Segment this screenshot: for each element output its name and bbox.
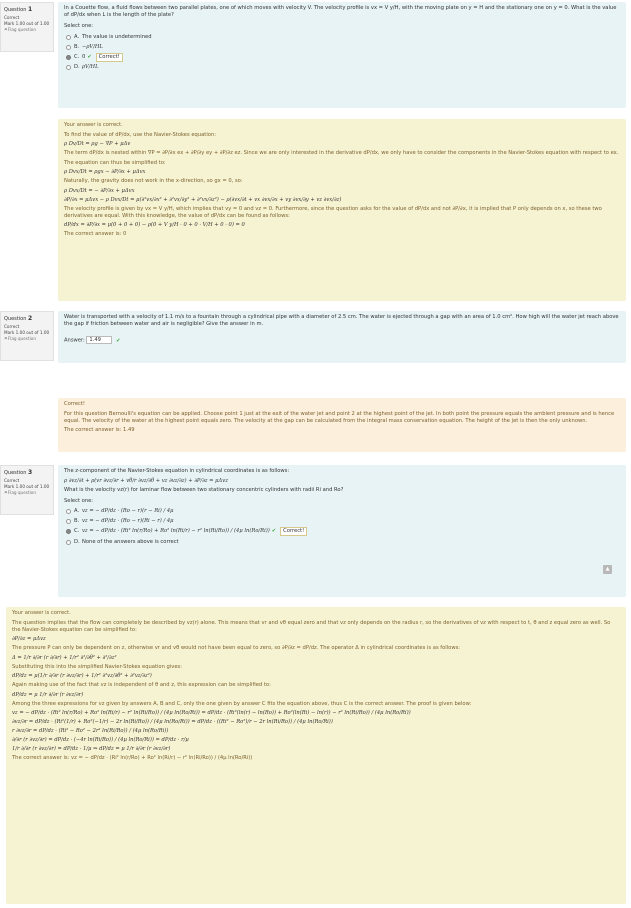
scroll-to-top-button[interactable]: [603, 565, 612, 574]
radio-b[interactable]: [66, 45, 71, 50]
question-number: 3: [27, 469, 33, 476]
radio-c[interactable]: [66, 529, 71, 534]
radio-d[interactable]: [66, 65, 71, 70]
navier-stokes-equation: ρ ∂vz/∂t + ρ(vr ∂vz/∂r + vθ/r ∂vz/∂θ + vz ∂vz/∂z) + ∂P/∂z = μΔvz: [64, 477, 228, 484]
question-info-2: Question 2 Correct Mark 1.00 out of 1.00 ⚑ Flag question: [0, 311, 54, 361]
option-a[interactable]: A. vz = − dP/dz · (Ro − r)(r − Ri) / 4μ: [66, 508, 620, 516]
question-info-3: Question 3 Correct Mark 1.00 out of 1.00 ⚑ Flag question: [0, 465, 54, 515]
flag-question-link[interactable]: ⚑ Flag question: [4, 27, 50, 33]
chevron-up-icon: ▲: [605, 566, 610, 572]
flag-question-link[interactable]: ⚑ Flag question: [4, 490, 50, 496]
question-mark: Mark 1.00 out of 1.00: [4, 20, 50, 26]
option-c[interactable]: C. vz = − dP/dz · (Ri² ln(r/Ro) + Ro² ln(Ri/r) − r² ln(Ri/Ro)) / (4μ ln(Ro/Ri)) ✔ Correct!: [66, 528, 620, 536]
check-icon: ✔: [271, 528, 277, 535]
question-number: 1: [27, 6, 33, 13]
radio-d[interactable]: [66, 540, 71, 545]
option-d[interactable]: D. ρV/HL: [66, 64, 620, 72]
option-c[interactable]: C. 0 ✔ Correct!: [66, 53, 620, 61]
question-number: 2: [27, 315, 33, 322]
question-prompt: In a Couette flow, a fluid flows between two parallel plates, one of which moves with velocity V. The velocity profile is vx = V y/H, with the moving plate on y = H and the stationary one on y = 0. What is the value of dP/dx when L is the length of the plate?: [64, 5, 617, 19]
option-b[interactable]: B. −ρV/HL: [66, 43, 620, 51]
feedback-1: Your answer is correct. To find the value of dP/dx, use the Navier-Stokes equation: ρ Dv/Dt = ρg − ∇P + μΔv The term dP/dx is nested within ∇P = ∂P/∂x ex + ∂P/∂y ey + ∂P/∂z ez. Since we are only interested in the derivative dP/dx, we only have to consider the components in the Navier-Stokes equation with respect to ex. The equation can thus be simplified to: ρ Dvx/Dt = ρgx − ∂P/∂x + μΔvx Naturally, the gravity does not work in the x-direction, so gx = 0, so: ρ Dvx/Dt = − ∂P/∂x + μΔvx ∂P/∂x = μΔvx − ρ Dvx/Dt = μ(∂²vx/∂x² + ∂²vx/∂y² + ∂²vx/∂z²) − ρ(∂vx/∂t + vx ∂vx/∂x + vy ∂vx/∂y + vz ∂vx/∂z) The velocity profile is given by vx = V y/H, which implies that vy = 0 and vz = 0. Furthermore, since the question asks for the value of dP/dx and not ∂P/∂x, it is implied that P only depends on x, so these two derivatives are equal. With this knowledge, the value of dP/dx can be found as follows: dP/dx = ∂P/∂x = μ(0 + 0 + 0) − ρ(0 + V y/H · 0 + 0 · V/H + 0 · 0) = 0 The correct answer is: 0: [58, 119, 626, 301]
radio-a[interactable]: [66, 35, 71, 40]
check-icon: ✔: [116, 337, 121, 344]
flag-question-link[interactable]: ⚑ Flag question: [4, 336, 50, 342]
option-a[interactable]: A. The value is undetermined: [66, 33, 620, 41]
question-state: Correct: [4, 14, 20, 20]
question-state: Correct: [4, 477, 20, 483]
answer-input[interactable]: 1.49: [86, 336, 112, 344]
feedback-3: Your answer is correct. The question implies that the flow can completely be described by vz(r) alone. This means that vr and vθ equal zero and that vz only depends on the radius r, so the derivatives of vz with respect to t, θ and z equal zero as well. So the Navier-Stokes equation can be simplified to: ∂P/∂z = μΔvz The pressure P can only be dependent on z, otherwise vr and vθ would not have been equal to zero, so ∂P/∂z = dP/dz. The operator Δ in cylindrical coordinates is as follows: Δ = 1/r ∂/∂r (r ∂/∂r) + 1/r² ∂²/∂θ² + ∂²/∂z² Substituting this into the simplified Navier-Stokes equation gives: dP/dz = μ(1/r ∂/∂r (r ∂vz/∂r) + 1/r² ∂²vz/∂θ² + ∂²vz/∂z²) Again making use of the fact that vz is independent of θ and z, this expression can be simplified to: dP/dz = μ 1/r ∂/∂r (r ∂vz/∂r) Among the three expressions for vz given by answers A, B and C, only the one given by answer C fits the equation above, thus C is the correct answer. The proof is given below: vz = − dP/dz · (Ri² ln(r/Ro) + Ro² ln(Ri/r) − r² ln(Ri/Ro)) / (4μ ln(Ro/Ri)) = dP/dz · (Ri²(ln(r) − ln(Ro)) + Ro²(ln(Ri) − ln(r)) − r² ln(Ri/Ro)) / (4μ ln(Ro/Ri)) ∂vz/∂r = dP/dz · (Ri²(1/r) + Ro²(−1/r) − 2r ln(Ri/Ro)) / (4μ ln(Ro/Ri)) = dP/dz · ((Ri² − Ro²)/r − 2r ln(Ri/Ro)) / (4μ ln(Ro/Ri)) r ∂vz/∂r = dP/dz · (Ri² − Ro² − 2r² ln(Ri/Ro)) / (4μ ln(Ro/Ri)) ∂/∂r (r ∂vz/∂r) = dP/dz · (−4r ln(Ri/Ro)) / (4μ ln(Ro/Ri)) = dP/dz · r/μ 1/r ∂/∂r (r ∂vz/∂r) = dP/dz · 1/μ ⇒ dP/dz = μ 1/r ∂/∂r (r ∂vz/∂r) The correct answer is: vz = − dP/dz · (Ri² ln(r/Ro) + Ro² ln(Ri/r) − r² ln(Ri/Ro)) / (4μ ln(Ro/Ri)): [6, 607, 626, 904]
option-b[interactable]: B. vz = − dP/dz · (Ro − r)(Ri − r) / 4μ: [66, 518, 620, 526]
correct-label: Correct!: [280, 527, 307, 536]
correct-label: Correct!: [96, 53, 123, 62]
question-mark: Mark 1.00 out of 1.00: [4, 329, 50, 335]
radio-a[interactable]: [66, 509, 71, 514]
radio-b[interactable]: [66, 519, 71, 524]
option-d[interactable]: D. None of the answers above is correct: [66, 538, 620, 546]
feedback-2: Correct! For this question Bernoulli's equation can be applied. Choose point 1 just at the exit of the water jet and point 2 at the highest point of the jet. In both point the pressure equals the ambient pressure and is hence equal. The velocity of the water at the highest point equals zero. The velocity at the gap can be calculated from the integral mass conservation equation. The height of the jet is then the only unknown. The correct answer is: 1.49: [58, 398, 626, 452]
question-text-2: Water is transported with a velocity of 1.1 m/s to a fountain through a cylindrical pipe with a diameter of 2.5 cm. The water is ejected through a gap with an area of 1.0 cm². How high will the water jet reach above the gap if friction between water and air is negligible? Give the answer in m. Answer: 1.49 ✔: [58, 311, 626, 363]
check-icon: ✔: [87, 53, 92, 60]
question-text-1: In a Couette flow, a fluid flows between two parallel plates, one of which moves with velocity V. The velocity profile is vx = V y/H, with the moving plate on y = H and the stationary one on y = 0. What is the value of dP/dx when L is the length of the plate? Select one: A. The value is undetermined B. −ρV/HL C. 0 ✔ Correct! D. ρV/HL: [58, 2, 626, 108]
question-text-3: The z-component of the Navier-Stokes equation in cylindrical coordinates is as follows: ρ ∂vz/∂t + ρ(vr ∂vz/∂r + vθ/r ∂vz/∂θ + vz ∂vz/∂z) + ∂P/∂z = μΔvz What is the velocity vz(r) for laminar flow between two stationary concentric cylinders with radii Ri and Ro? Select one: A. vz = − dP/dz · (Ro − r)(r − Ri) / 4μ B. vz = − dP/dz · (Ro − r)(Ri − r) / 4μ C. vz = − dP/dz · (Ri² ln(r/Ro) + Ro² ln(Ri/r) − r² ln(Ri/Ro)) / (4μ ln(Ro/Ri)) ✔ Correct! D. None of the answers above is correct: [58, 465, 626, 597]
question-info-1: Question 1 Correct Mark 1.00 out of 1.00 ⚑ Flag question: [0, 2, 54, 52]
question-state: Correct: [4, 323, 20, 329]
radio-c[interactable]: [66, 55, 71, 60]
question-mark: Mark 1.00 out of 1.00: [4, 483, 50, 489]
question-prompt: Water is transported with a velocity of 1.1 m/s to a fountain through a cylindrical pipe with a diameter of 2.5 cm. The water is ejected through a gap with an area of 1.0 cm². How high will the water jet reach above the gap if friction between water and air is negligible? Give the answer in m.: [64, 314, 619, 328]
